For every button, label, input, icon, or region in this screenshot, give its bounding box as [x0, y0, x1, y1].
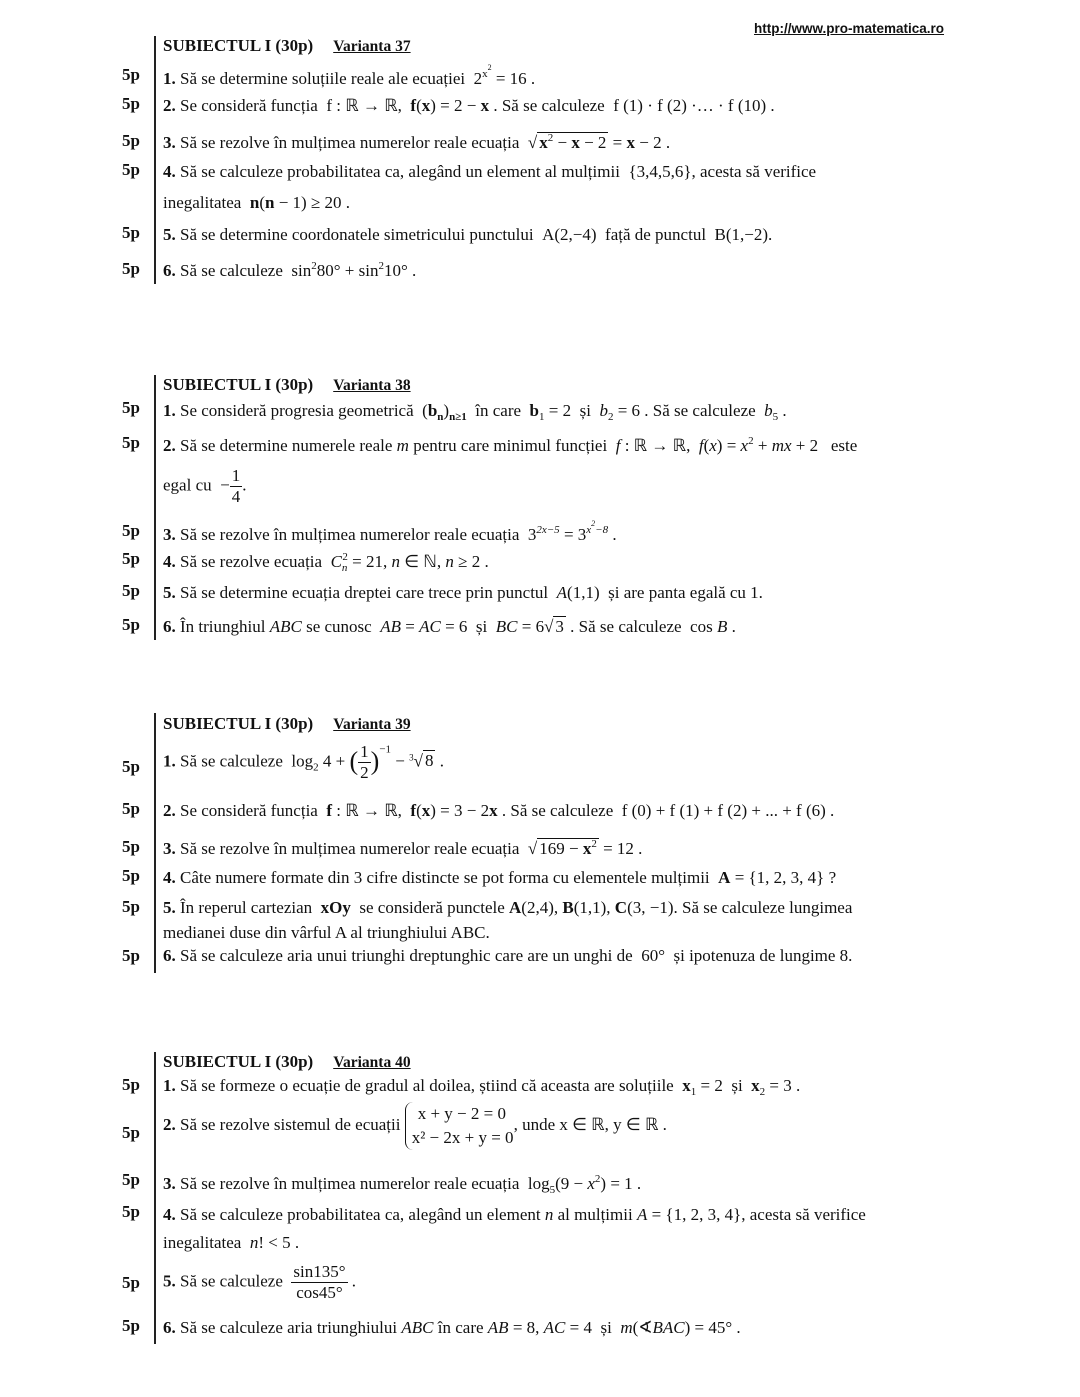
points-label: 5p [122, 65, 140, 84]
problem-4: 4. Să se rezolve ecuația $C_n^2 = 21$, n ∈ ℕ, n ≥ 2 . [163, 551, 489, 574]
problem-text: Să se calculeze [180, 751, 283, 771]
variant-label: Varianta 39 [333, 716, 411, 733]
section-header [163, 1052, 411, 1073]
section-header [163, 714, 411, 735]
points-label: 5p [122, 131, 140, 150]
equation-system [405, 1102, 514, 1150]
math-set: {3,4,5,6} [628, 162, 692, 181]
points-label: 5p [122, 799, 140, 818]
math-var: ABC [269, 617, 302, 636]
problem-2-line-2: egal cu − $\frac{1}{4}$ . [163, 466, 247, 506]
problem-number: 4. [163, 1205, 176, 1224]
problem-text: Să se rezolve sistemul de ecuații [180, 1114, 401, 1134]
problem-number: 1. [163, 69, 176, 88]
points-label: 5p [122, 615, 140, 634]
problem-text: Să se formeze o ecuație de gradul al doilea, știind că aceasta are soluțiile [180, 1076, 674, 1095]
problem-text: inegalitatea [163, 1233, 242, 1252]
points-label: 5p [122, 581, 140, 600]
margin-rule [154, 1052, 156, 1344]
problem-number: 5. [163, 1271, 176, 1291]
points-label: 5p [122, 259, 140, 278]
problem-text: Să se determine numerele reale [180, 436, 393, 455]
points-label: 5p [122, 549, 140, 568]
points-label: 5p [122, 866, 140, 885]
fraction: $\frac{1}{2}$ [360, 742, 369, 782]
problem-text: egal cu [163, 475, 212, 495]
problem-number: 4. [163, 552, 176, 571]
points-label: 5p [122, 94, 140, 113]
problem-text: medianei duse din vârful A al triunghiului ABC. [163, 923, 490, 942]
problem-text: se consideră punctele [359, 898, 505, 917]
variant-label: Varianta 37 [333, 38, 411, 55]
math-var: ABC [401, 1318, 434, 1337]
problem-number: 6. [163, 946, 176, 965]
problem-number: 3. [163, 839, 176, 858]
points-label: 5p [122, 1170, 140, 1189]
problem-text: Se consideră progresia geometrică [180, 401, 414, 420]
problem-text: Se consideră funcția [180, 801, 318, 820]
problem-4: 4. Câte numere formate din 3 cifre distincte se pot forma cu elementele mulțimii A = {1, 2, 3, 4} ? [163, 868, 837, 887]
points-label: 5p [122, 757, 140, 776]
problem-text: , unde x ∈ ℝ, y ∈ ℝ . [513, 1114, 667, 1134]
section-title: SUBIECTUL I (30p) [163, 1052, 314, 1071]
problem-text: Să se calculeze [180, 1271, 283, 1291]
problem-text: Să se determine coordonatele simetricului punctului [180, 225, 534, 244]
section-title: SUBIECTUL I (30p) [163, 714, 314, 733]
problem-text: , acesta să verifice [741, 1205, 866, 1224]
problem-text: Să se calculeze aria unui triunghi dreptunghic care are un unghi de [180, 946, 633, 965]
points-label: 5p [122, 897, 140, 916]
problem-text: În reperul cartezian [180, 898, 313, 917]
problem-number: 6. [163, 261, 176, 280]
problem-3: 3. Să se rezolve în mulțimea numerelor reale ecuația $\log_5(9 - x^2) = 1$ . [163, 1173, 642, 1196]
problem-number: 5. [163, 225, 176, 244]
problem-text: . [351, 1271, 357, 1291]
problem-3: 3. Să se rezolve în mulțimea numerelor reale ecuația $3^{2x-5} = 3^{x^2-8}$ . [163, 519, 617, 544]
numerator: sin135° [293, 1262, 346, 1281]
section-title: SUBIECTUL I (30p) [163, 375, 314, 394]
problem-number: 6. [163, 617, 176, 636]
problem-text: în care [437, 1318, 484, 1337]
problem-1: 1. Să se determine soluțiile reale ale ecuației $2^{x^2} = 16$ . [163, 63, 536, 88]
problem-3: 3. Să se rezolve în mulțimea numerelor reale ecuația √ $169 - x^2 = 12$ . [163, 838, 643, 858]
points-label: 5p [122, 160, 140, 179]
problem-5 [163, 1262, 356, 1303]
problem-1: 1. Să se calculeze $\log_2 4$ + ( $\frac{1}{2}$ )$^{-1}$ − $^3$√ 8 . [163, 742, 444, 782]
problem-text: Câte numere formate din 3 cifre distincte se pot forma cu elementele mulțimii [180, 868, 710, 887]
problem-text: Să se rezolve în mulțimea numerelor reale ecuația [180, 1174, 520, 1193]
equation-2: x² − 2x + y = 0 [411, 1128, 514, 1147]
margin-rule [154, 375, 156, 640]
problem-text: , acesta să verifice [691, 162, 817, 181]
problem-5: 5. În reperul cartezian xOy se consideră punctele A(2,4), B(1,1), C(3, −1). Să se calculeze lungimea [163, 898, 853, 917]
problem-4-line-2: inegalitatea n! < 5 . [163, 1233, 300, 1252]
problem-number: 3. [163, 525, 176, 544]
problem-4 [163, 162, 816, 182]
section-header [163, 36, 411, 57]
math-angle: 60° [641, 946, 665, 965]
problem-text: Să se calculeze probabilitatea ca, alegând un element al mulțimii [180, 162, 620, 181]
problem-2: 2. Se consideră funcția f : ℝ → ℝ, f(x) = 2 − x . Să se calculeze f (1) · f (2) ·… · f (10) . [163, 96, 775, 115]
problem-6 [163, 946, 852, 966]
problem-text: Să se rezolve în mulțimea numerelor reale ecuația [180, 839, 520, 858]
points-label: 5p [122, 398, 140, 417]
problem-4-line-2: inegalitatea n(n − 1) ≥ 20 . [163, 193, 351, 212]
problem-text: Să se calculeze aria triunghiului [180, 1318, 398, 1337]
equation-1: x + y − 2 = 0 [417, 1104, 506, 1123]
section-title: SUBIECTUL I (30p) [163, 36, 314, 55]
problem-6: 6. Să se calculeze $\sin^280^\circ + \sin^210^\circ$ . [163, 260, 417, 280]
problem-5: 5. Să se determine ecuația dreptei care trece prin punctul A(1,1) și are panta egală cu 1. [163, 583, 763, 602]
problem-number: 6. [163, 1318, 176, 1337]
points-label: 5p [122, 1075, 140, 1094]
points-label: 5p [122, 223, 140, 242]
margin-rule [154, 713, 156, 973]
problem-number: 1. [163, 751, 176, 771]
points-label: 5p [122, 837, 140, 856]
problem-text: Să se rezolve în mulțimea numerelor reale ecuația [180, 133, 520, 152]
problem-5 [163, 225, 772, 245]
problem-text: Să se calculeze probabilitatea ca, alegând un element [180, 1205, 541, 1224]
points-label: 5p [122, 1316, 140, 1335]
problem-text: Să se calculeze [180, 261, 283, 280]
problem-text: Să se determine soluțiile reale ale ecuației [180, 69, 466, 88]
problem-text: este [830, 436, 858, 455]
fraction [291, 1262, 347, 1303]
problem-number: 2. [163, 436, 176, 455]
variant-label: Varianta 38 [333, 377, 411, 394]
problem-text: În triunghiul [180, 617, 266, 636]
problem-number: 2. [163, 96, 176, 115]
points-label: 5p [122, 946, 140, 965]
problem-text: Să se rezolve în mulțimea numerelor reale ecuația [180, 525, 520, 544]
problem-number: 1. [163, 1076, 176, 1095]
points-label: 5p [122, 433, 140, 452]
math-var: xOy [320, 898, 351, 917]
problem-number: 3. [163, 1174, 176, 1193]
fraction: $\frac{1}{4}$ [231, 466, 241, 506]
problem-number: 3. [163, 133, 176, 152]
points-label: 5p [122, 1202, 140, 1221]
math-var: n [544, 1205, 554, 1224]
problem-2: 2. Să se determine numerele reale m pentru care minimul funcției f : ℝ → ℝ, $f(x) = x^2$ + mx + 2 este [163, 435, 858, 455]
problem-6: 6. În triunghiul ABC se cunosc AB = AC = 6 și BC = 6√ 3 . Să se calculeze cos B . [163, 617, 736, 636]
problem-6: 6. Să se calculeze aria triunghiului ABC în care AB = 8, AC = 4 și m(∢BAC) = 45° . [163, 1318, 741, 1337]
points-label: 5p [122, 1273, 140, 1292]
problem-number: 4. [163, 868, 176, 887]
problem-text: Să se determine ecuația dreptei care trece prin punctul [180, 583, 549, 602]
section-header [163, 375, 411, 396]
website-url-link[interactable]: http://www.pro-matematica.ro [754, 21, 945, 36]
problem-number: 2. [163, 801, 176, 820]
problem-text: ? [828, 868, 837, 887]
problem-text: Să se rezolve ecuația [180, 552, 323, 571]
problem-text: se cunosc [306, 617, 372, 636]
problem-text: și are panta egală cu 1. [608, 583, 763, 602]
problem-number: 5. [163, 898, 176, 917]
variant-label: Varianta 40 [333, 1054, 411, 1071]
problem-text: Se consideră funcția [180, 96, 318, 115]
problem-5-line-2 [163, 923, 490, 943]
points-label: 5p [122, 1123, 140, 1142]
problem-2: 2. Se consideră funcția f : ℝ → ℝ, f(x) = 3 − 2x . Să se calculeze f (0) + f (1) + f (2) + ... + f (6) . [163, 801, 835, 820]
problem-3: 3. Să se rezolve în mulțimea numerelor reale ecuația √ $x^2 - x - 2 = x - 2$ . [163, 132, 671, 152]
problem-text: și ipotenuza de lungime 8. [673, 946, 853, 965]
problem-number: 4. [163, 162, 176, 181]
problem-number: 1. [163, 401, 176, 420]
problem-number: 5. [163, 583, 176, 602]
problem-text: al mulțimii [557, 1205, 633, 1224]
math-var: m [396, 436, 409, 455]
problem-text: inegalitatea [163, 193, 242, 212]
problem-2 [163, 1102, 667, 1150]
math-point: B(1,−2). [714, 225, 773, 244]
problem-number: 2. [163, 1114, 176, 1134]
problem-1: 1. Se consideră progresia geometrică $(b_n)_{n\ge 1}$ în care $b_1 = 2$ și $b_2 = 6$ . Să se calculeze $b_5$ . [163, 401, 787, 423]
denominator: cos45° [296, 1283, 343, 1302]
margin-rule [154, 36, 156, 284]
points-label: 5p [122, 521, 140, 540]
problem-1: 1. Să se formeze o ecuație de gradul al doilea, știind că aceasta are soluțiile $x_1 = 2$ și $x_2 = 3$ . [163, 1076, 801, 1098]
problem-text: față de punctul [605, 225, 707, 244]
problem-text: pentru care minimul funcției [413, 436, 608, 455]
math-point: A(2,−4) [542, 225, 597, 244]
problem-4: 4. Să se calculeze probabilitatea ca, alegând un element n al mulțimii A = {1, 2, 3, 4}, acesta să verifice [163, 1205, 866, 1224]
